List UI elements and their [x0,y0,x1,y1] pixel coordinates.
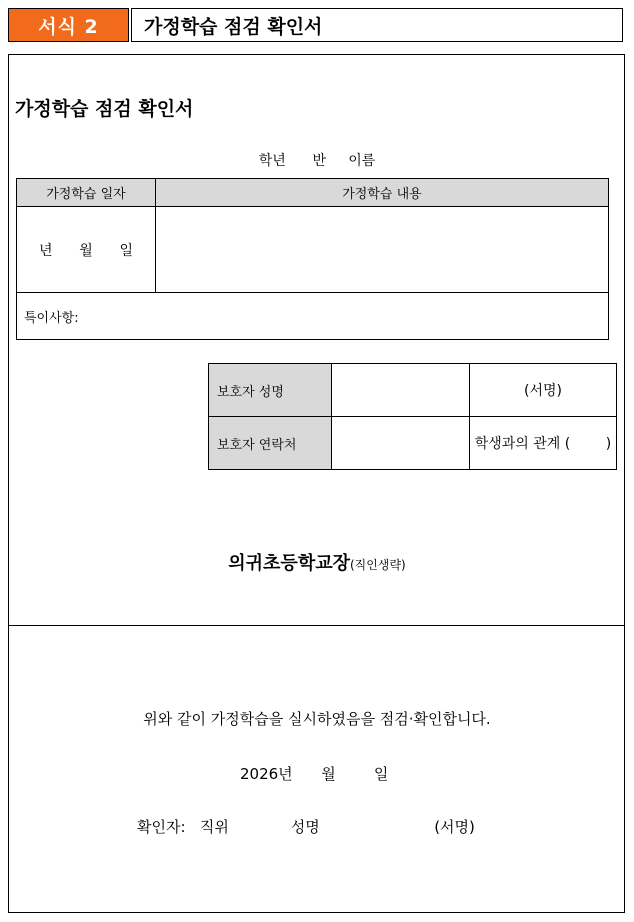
guardian-table [208,363,617,470]
guardian-name-field[interactable] [332,364,470,417]
header-title: 가정학습 점검 확인서 [131,8,623,42]
remarks-row [17,293,609,340]
table-header-row [17,179,609,207]
form-number-badge: 서식 2 [8,8,129,42]
student-info-line: 학년 반 이름 [258,153,376,169]
home-study-table [16,178,609,340]
col-header-content: 가정학습 내용 [156,179,609,207]
confirmation-text: 위와 같이 가정학습을 실시하였음을 점검·확인합니다. [143,710,491,728]
section-divider [8,625,625,626]
confirmer-signature-line: 확인자: 직위 성명 (서명) [137,818,475,836]
guardian-name-row [209,364,617,417]
guardian-contact-field[interactable] [332,417,470,470]
date-cell[interactable]: 년 월 일 [17,207,156,293]
remarks-cell[interactable]: 특이사항: [17,293,609,340]
guardian-signature-field[interactable]: (서명) [470,364,617,417]
guardian-name-label: 보호자 성명 [209,364,332,417]
col-header-date: 가정학습 일자 [17,179,156,207]
school-principal [0,549,634,575]
guardian-relation-field[interactable]: 학생과의 관계 ( ) [470,417,617,470]
guardian-contact-label: 보호자 연락처 [209,417,332,470]
guardian-contact-row [209,417,617,470]
document-title: 가정학습 점검 확인서 [15,98,194,120]
school-name: 의귀초등학교장 [228,553,350,574]
confirmation-date: 2026년 월 일 [240,765,389,783]
seal-note: (직인생략) [349,558,406,572]
table-row [17,207,609,293]
content-cell[interactable] [156,207,609,293]
